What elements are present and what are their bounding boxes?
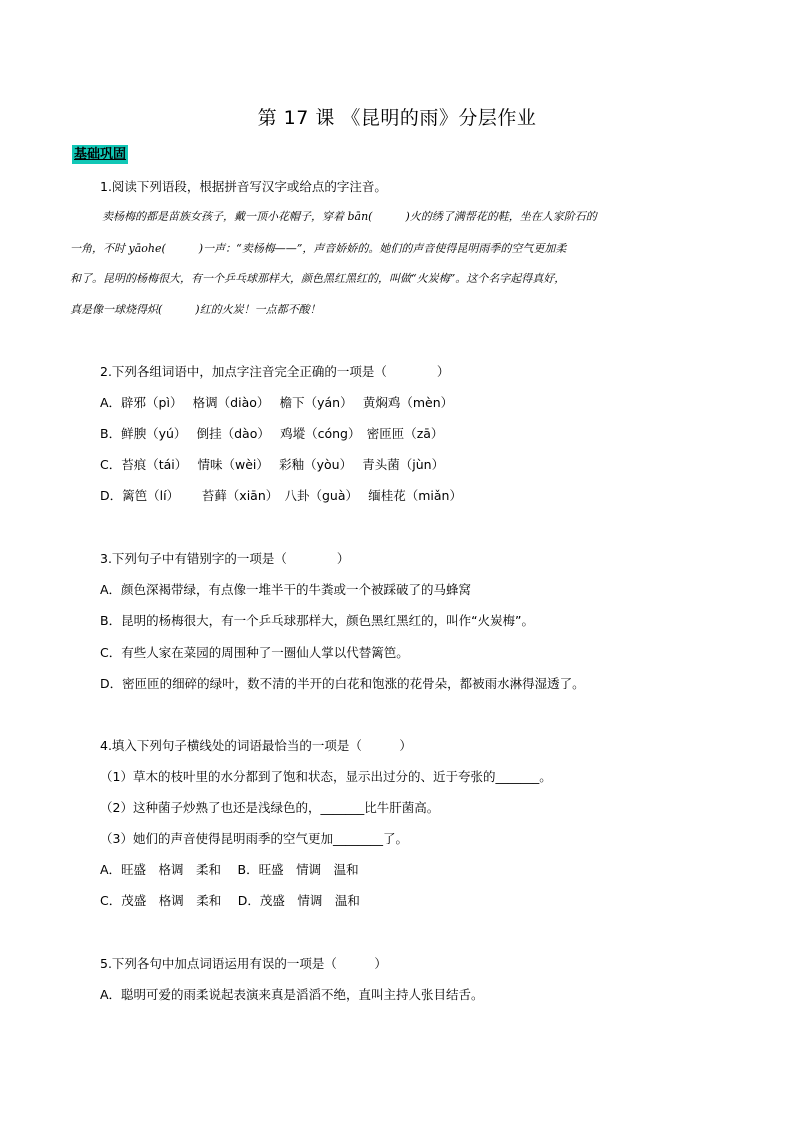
q5-option-a: A．聪明可爱的雨柔说起表演来真是滔滔不绝，直叫主持人张目结舌。: [100, 987, 484, 1002]
q4-sentence-1: （1）草木的枝叶里的水分都到了饱和状态，显示出过分的、近于夸张的_______。: [100, 769, 552, 784]
q4-sentence-3: （3）她们的声音使得昆明雨季的空气更加________了。: [100, 831, 408, 846]
q2-option-a: A．辟邪（pì） 格调（diào） 檐下（yán） 黄焖鸡（mèn）: [100, 395, 454, 410]
q1-stem: 1.阅读下列语段，根据拼音写汉字或给点的字注音。: [100, 179, 387, 194]
q5-stem: 5.下列各句中加点词语运用有误的一项是（ ）: [100, 956, 387, 971]
q4-stem: 4.填入下列句子横线处的词语最恰当的一项是（ ）: [100, 738, 412, 753]
section-heading: 基础巩固: [74, 147, 127, 162]
q3-option-c: C．有些人家在菜园的周围种了一圈仙人掌以代替篱笆。: [100, 645, 409, 660]
q3-option-d: D．密匝匝的细碎的绿叶，数不清的半开的白花和饱涨的花骨朵，都被雨水淋得湿透了。: [100, 676, 585, 691]
q3-option-a: A．颜色深褐带绿，有点像一堆半干的牛粪或一个被踩破了的马蜂窝: [100, 582, 472, 597]
q4-options-ab: A．旺盛 格调 柔和 B．旺盛 情调 温和: [100, 862, 359, 877]
q1-passage-line: 一角，不时 yāohe( )一声：“卖杨梅——”，声音娇娇的。她们的声音使得昆明雨季的空气更加柔: [70, 242, 567, 255]
q2-option-c: C．苔痕（tái） 情味（wèi） 彩釉（yòu） 青头菌（jùn）: [100, 457, 445, 472]
q3-option-b: B．昆明的杨梅很大，有一个乒乓球那样大，颜色黑红黑红的，叫作“火炭梅”。: [100, 613, 535, 628]
q4-sentence-2: （2）这种菌子炒熟了也还是浅绿色的，_______比牛肝菌高。: [100, 800, 440, 815]
q2-stem: 2.下列各组词语中，加点字注音完全正确的一项是（ ）: [100, 364, 450, 379]
q3-stem: 3.下列句子中有错别字的一项是（ ）: [100, 551, 350, 566]
q2-option-b: B．鲜腴（yú） 倒挂（dào） 鸡㙡（cóng） 密匝匝（zā）: [100, 426, 444, 441]
page-title: 第 17 课 《昆明的雨》分层作业: [257, 107, 537, 129]
q1-passage-line: 和了。昆明的杨梅很大，有一个乒乓球那样大，颜色黑红黑红的，叫做“火炭梅”。这个名字起得真好，: [70, 272, 566, 285]
q1-passage-line: 真是像一球烧得炽( )红的火炭！一点都不酸！: [70, 303, 321, 316]
q1-passage-line: 卖杨梅的都是苗族女孩子，戴一顶小花帽子，穿着 bān( )火的绣了满帮花的鞋，坐在人家阶石的: [102, 210, 597, 223]
q4-options-cd: C．茂盛 格调 柔和 D．茂盛 情调 温和: [100, 893, 360, 908]
q2-option-d: D．篱笆（lí） 苔藓（xiān） 八卦（guà） 缅桂花（miǎn）: [100, 488, 462, 503]
